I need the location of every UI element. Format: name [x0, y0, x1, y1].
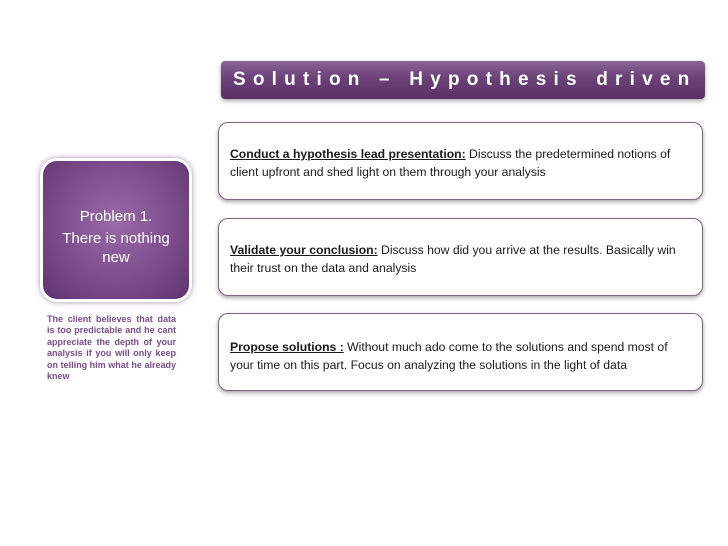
problem-box — [43, 161, 189, 299]
solution-body-3: Without much ado come to the solutions and spend most of your time on this part. Focus on analyzing the solutions in the light of data — [230, 340, 668, 372]
solution-text-3 — [230, 338, 694, 374]
slide-title: Solution – Hypothesis driven — [233, 69, 697, 90]
solution-heading-1: Conduct a hypothesis lead presentation: — [230, 147, 466, 161]
solution-box-1 — [218, 122, 703, 200]
solution-box-3 — [218, 313, 703, 391]
solution-text-1 — [230, 145, 694, 181]
problem-title: There is nothing new — [62, 230, 170, 266]
problem-description: The client believes that data is too predictable and he cant appreciate the depth of your analysis if you will only keep on telling him what he already knew — [47, 314, 176, 382]
solution-heading-3: Propose solutions : — [230, 340, 344, 354]
solution-text-2 — [230, 241, 694, 277]
solution-body-1: Discuss the predetermined notions of client upfront and shed light on them through your analysis — [230, 147, 671, 179]
problem-number: Problem 1. — [79, 208, 153, 225]
solution-heading-2: Validate your conclusion: — [230, 243, 378, 257]
slide-title-banner — [221, 61, 705, 99]
solution-box-2 — [218, 218, 703, 296]
solution-body-2: Discuss how did you arrive at the results. Basically win their trust on the data and analysis — [230, 243, 676, 275]
